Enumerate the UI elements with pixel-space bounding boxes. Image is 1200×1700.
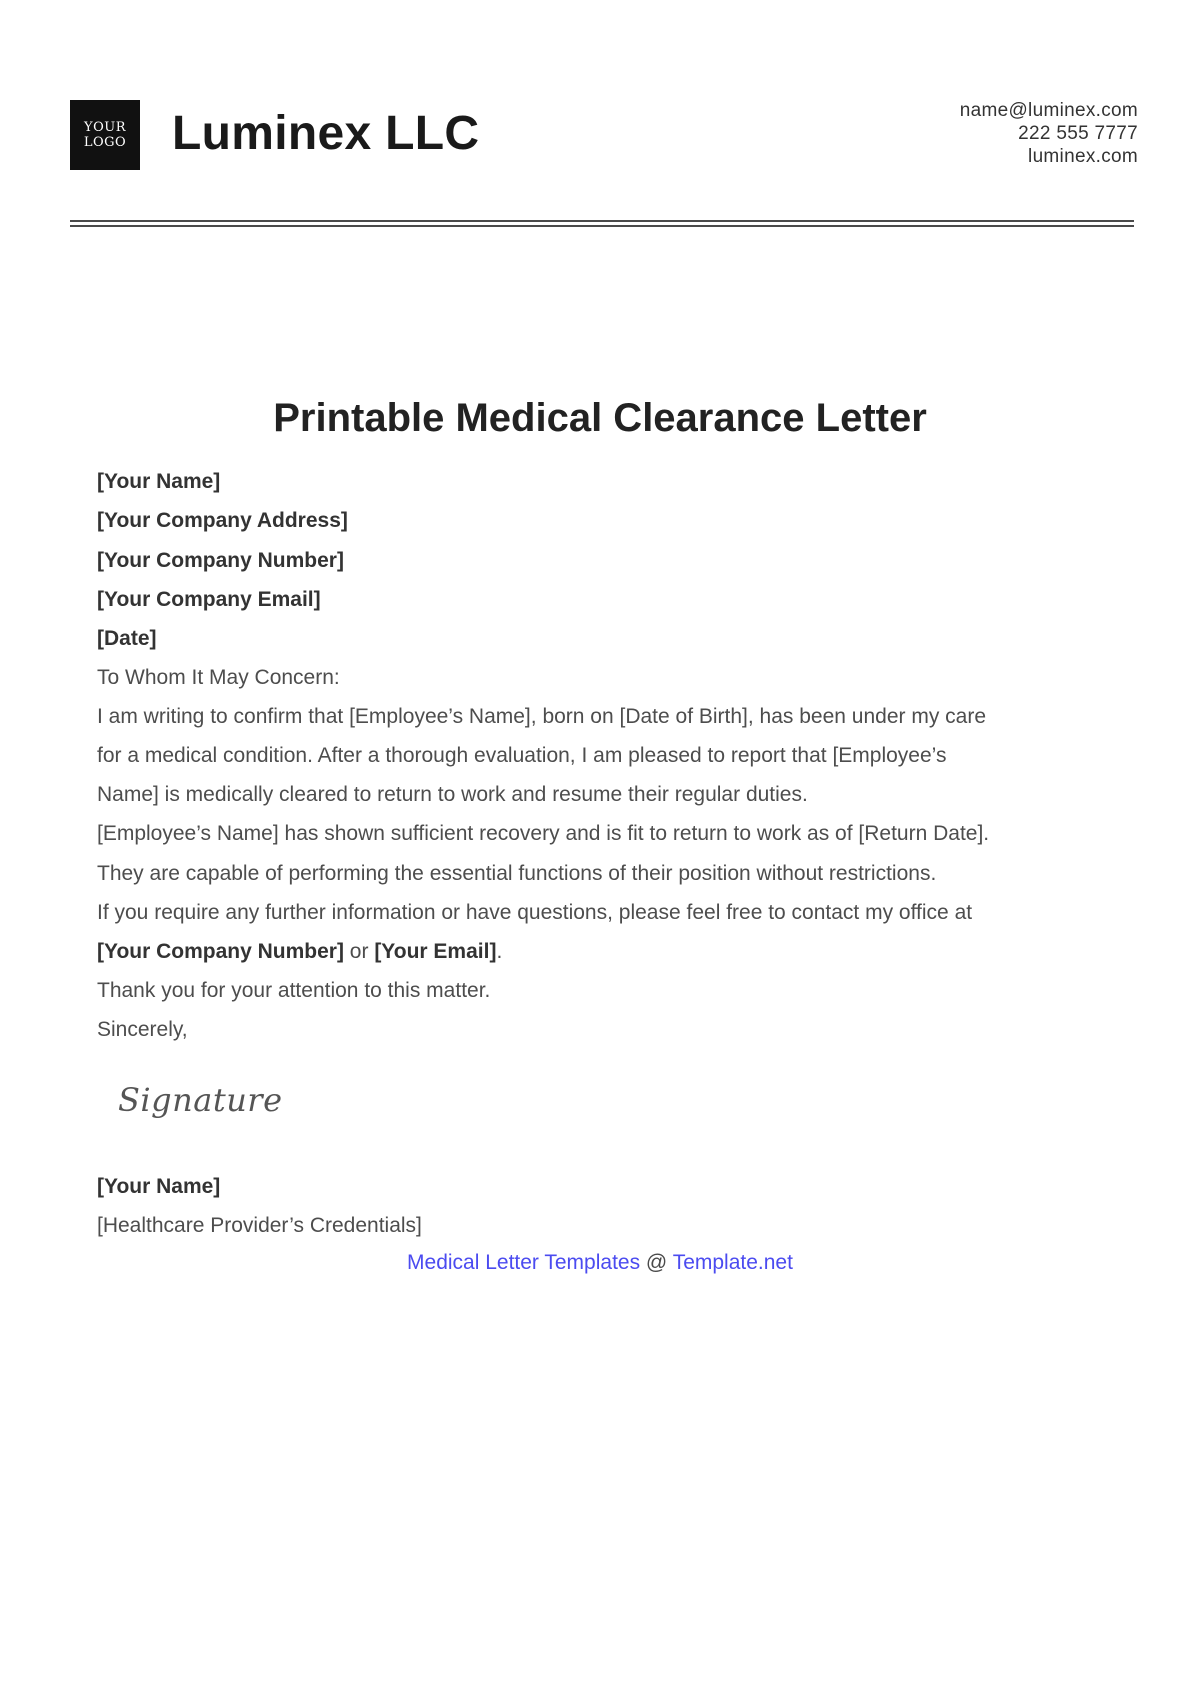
salutation: To Whom It May Concern: <box>97 666 340 689</box>
medical-letter-templates-link[interactable]: Medical Letter Templates <box>407 1251 641 1274</box>
paragraph-2-line-1: [Employee’s Name] has shown sufficient recovery and is fit to return to work as of [Return Date]. <box>97 822 990 845</box>
paragraph-1-line-1: I am writing to confirm that [Employee’s Name], born on [Date of Birth], has been under my care <box>97 705 987 728</box>
signer-name: [Your Name] <box>97 1175 221 1198</box>
contact-phone: 222 555 7777 <box>1018 123 1138 144</box>
company-logo <box>70 100 140 170</box>
header-divider-bottom <box>70 225 1134 227</box>
letter-title: Printable Medical Clearance Letter <box>273 396 927 440</box>
contact-email: name@luminex.com <box>959 100 1138 121</box>
logo-text-line2: LOGO <box>83 135 127 150</box>
template-net-link[interactable]: Template.net <box>672 1251 793 1274</box>
sender-address: [Your Company Address] <box>97 509 348 532</box>
letter-date: [Date] <box>97 627 157 650</box>
or-text: or <box>343 940 375 963</box>
footer-separator: @ <box>640 1251 673 1274</box>
contact-number-placeholder: [Your Company Number] <box>97 940 344 963</box>
header-divider-top <box>70 220 1134 222</box>
sender-number: [Your Company Number] <box>97 549 344 572</box>
paragraph-1-line-3: Name] is medically cleared to return to work and resume their regular duties. <box>97 783 808 806</box>
paragraph-3-line-1: If you require any further information or have questions, please feel free to contact my office at <box>97 901 973 924</box>
contact-block <box>960 99 1138 168</box>
thanks-line: Thank you for your attention to this matter. <box>97 979 491 1002</box>
signer-credentials: [Healthcare Provider’s Credentials] <box>97 1214 422 1237</box>
contact-website: luminex.com <box>1028 146 1138 167</box>
period: . <box>496 940 503 963</box>
logo-text-line1: YOUR <box>84 120 126 135</box>
sender-name: [Your Name] <box>97 470 221 493</box>
paragraph-3-line-2 <box>97 938 502 966</box>
company-name: Luminex LLC <box>172 107 480 160</box>
footer-attribution <box>0 1249 1200 1277</box>
paragraph-2-line-2: They are capable of performing the essential functions of their position without restrictions. <box>97 862 937 885</box>
signature: Signature <box>118 1081 283 1119</box>
contact-email-placeholder: [Your Email] <box>374 940 497 963</box>
paragraph-1-line-2: for a medical condition. After a thorough evaluation, I am pleased to report that [Employee’s <box>97 744 947 767</box>
closing: Sincerely, <box>97 1018 188 1041</box>
sender-email: [Your Company Email] <box>97 588 321 611</box>
